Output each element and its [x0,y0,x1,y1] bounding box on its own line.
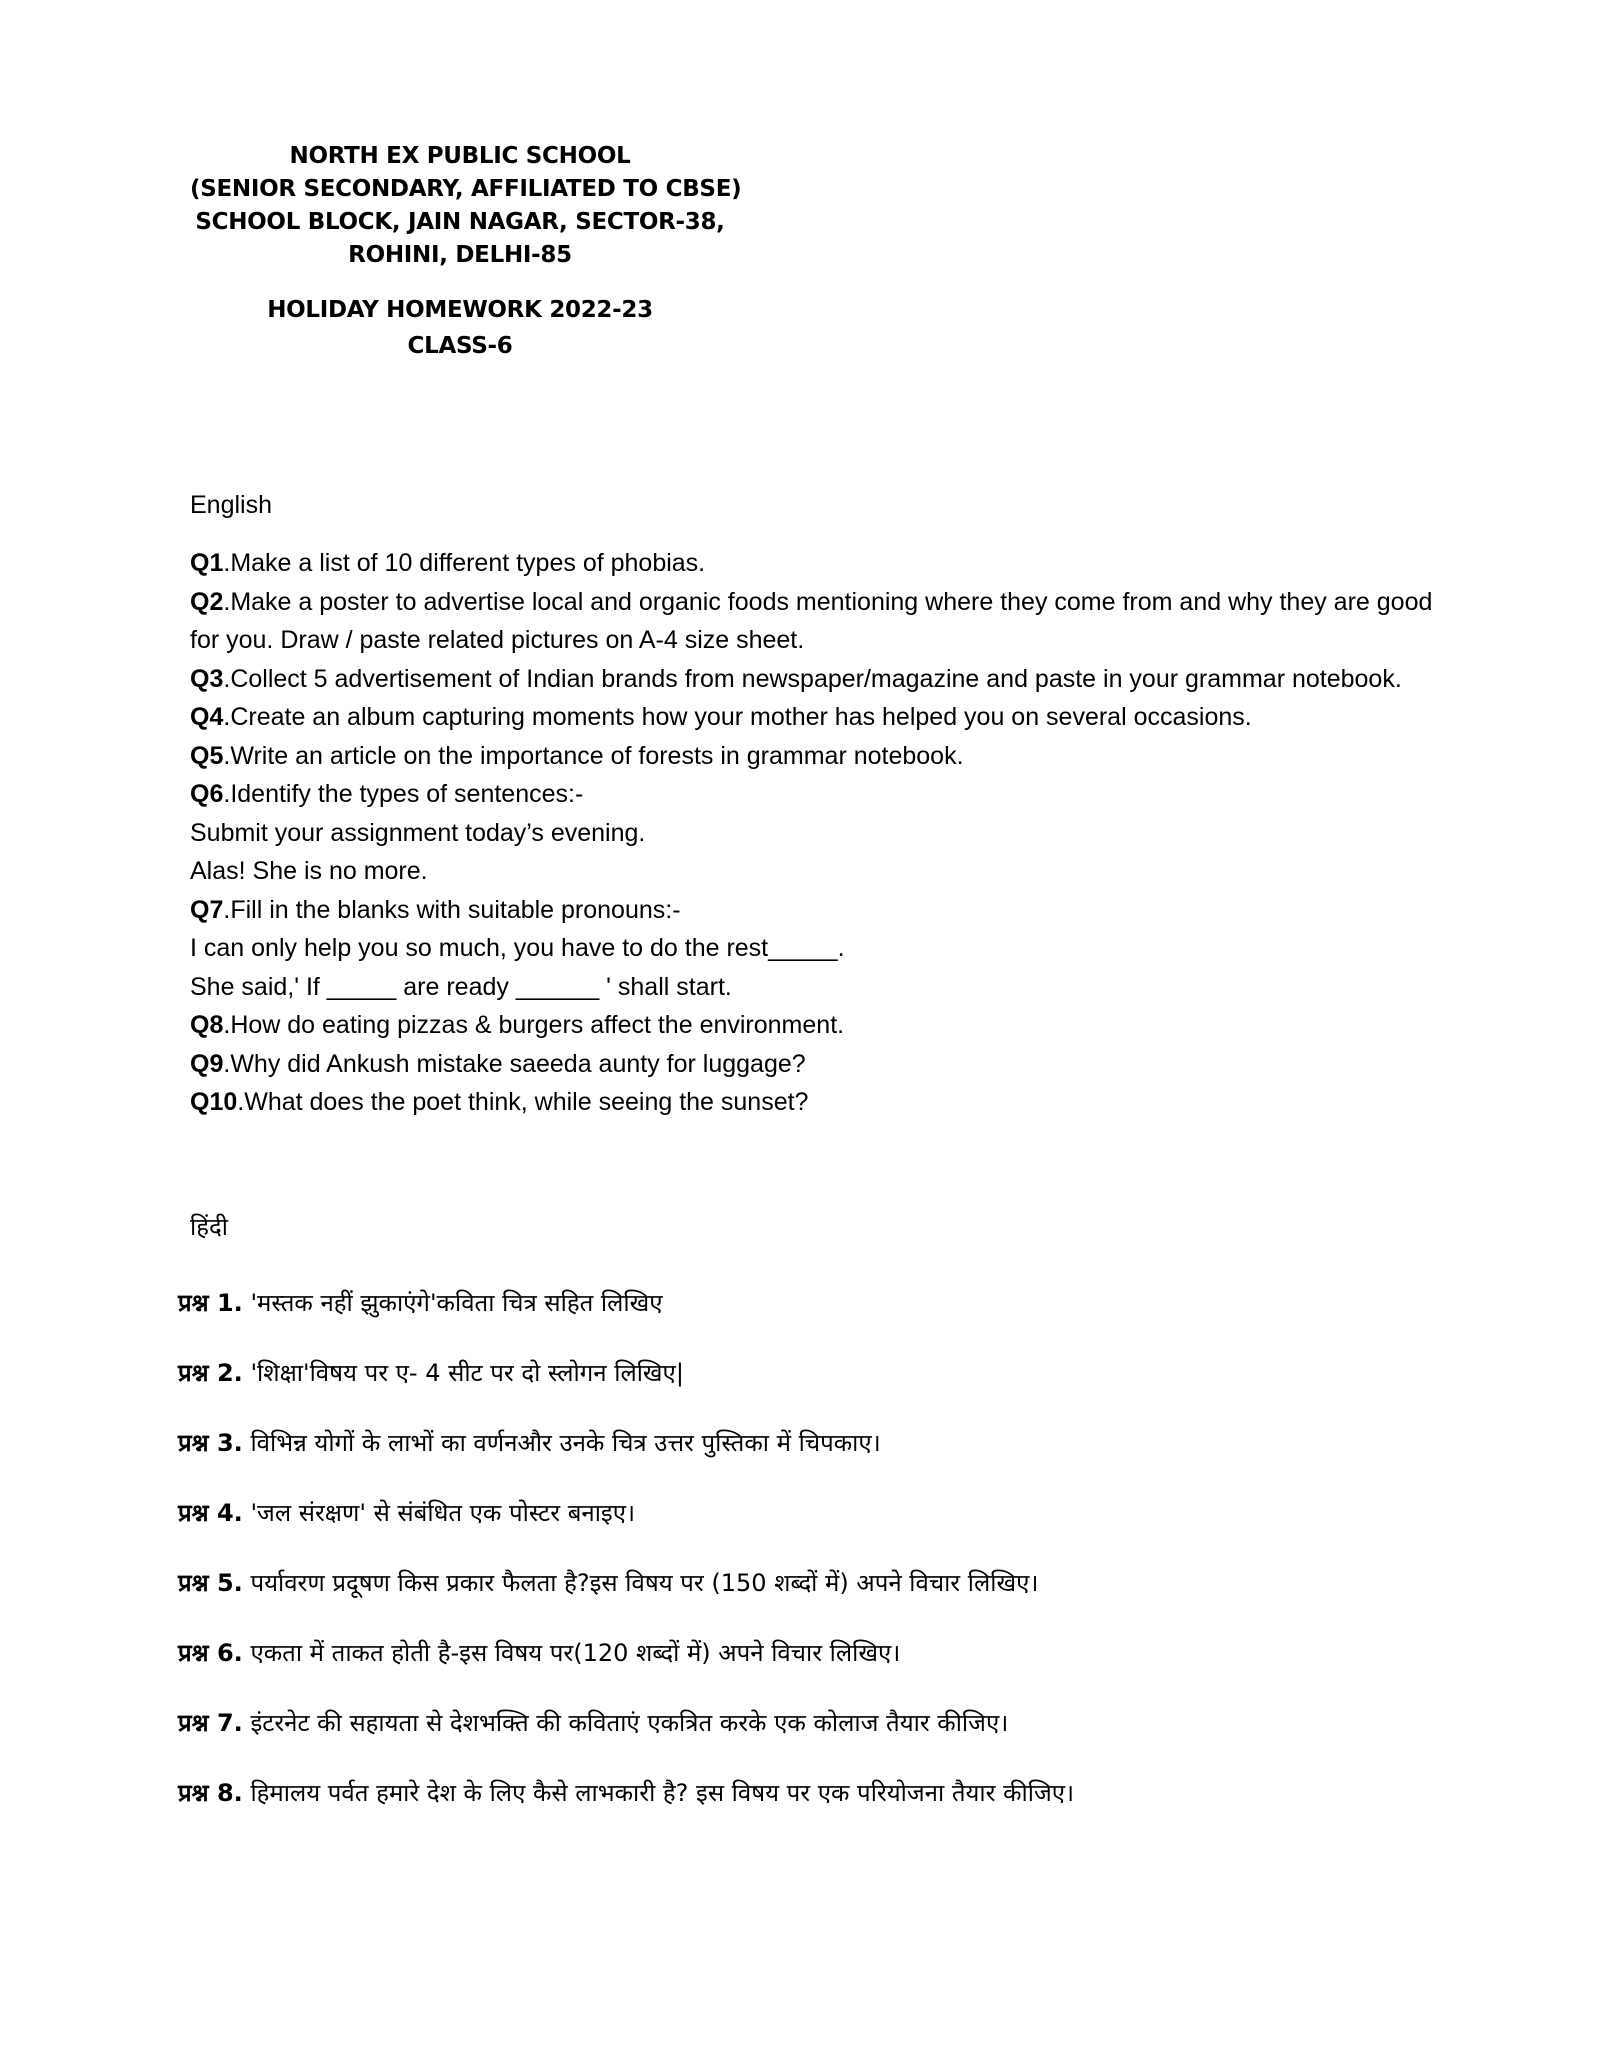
english-question-separator: . [223,1049,231,1078]
hindi-question [178,1708,1458,1738]
school-name: NORTH EX PUBLIC SCHOOL [289,143,631,169]
english-question-list [190,544,1450,1122]
english-question [190,1045,1450,1084]
english-question-text: Submit your assignment today’s evening. [190,818,646,847]
english-question-separator: . [223,664,231,693]
hindi-section [178,1210,1458,1848]
english-question-number: Q3 [190,664,224,693]
hindi-question [178,1498,1458,1528]
hindi-question-text: 'जल संरक्षण' से संबंधित एक पोस्टर बनाइए। [250,1499,636,1527]
hindi-question-number: प्रश्न 8. [178,1779,243,1807]
hindi-question-text: हिमालय पर्वत हमारे देश के लिए कैसे लाभकारी है? इस विषय पर एक परियोजना तैयार कीजिए। [250,1779,1075,1807]
english-question-number: Q6 [190,780,224,808]
school-address-line-1: SCHOOL BLOCK, JAIN NAGAR, SECTOR-38, [195,209,725,235]
english-question [190,1083,1450,1122]
english-subject-heading: English [190,491,272,519]
hindi-question-number: प्रश्न 2. [178,1359,243,1387]
english-question-separator: . [223,549,231,577]
english-section [190,488,1450,1122]
english-question-number: Q1 [190,549,224,577]
english-question-text: Collect 5 advertisement of Indian brands from newspaper/magazine and paste in your grammar notebook. [230,664,1402,693]
hindi-question [178,1568,1458,1598]
english-question-number: Q5 [190,741,224,770]
english-question-number: Q7 [190,895,224,924]
document-subheader [190,292,730,364]
english-question-text: Make a list of 10 different types of phobias. [230,549,706,577]
hindi-question [178,1778,1458,1808]
hindi-question-number: प्रश्न 1. [178,1289,243,1317]
hindi-question-number: प्रश्न 3. [178,1429,243,1457]
english-question-text: Identify the types of sentences:- [230,780,584,808]
english-question [190,698,1450,737]
english-question-text: Why did Ankush mistake saeeda aunty for luggage? [230,1049,806,1078]
english-question-text: Create an album capturing moments how your mother has helped you on several occasions. [230,703,1252,731]
homework-title: HOLIDAY HOMEWORK 2022-23 [267,297,653,323]
hindi-question [178,1358,1458,1388]
hindi-question [178,1638,1458,1668]
hindi-question-text: विभिन्न योगों के लाभों का वर्णनऔर उनके चित्र उत्तर पुस्तिका में चिपकाए। [250,1429,881,1457]
english-question-subline [190,968,1450,1007]
hindi-question-number: प्रश्न 6. [178,1639,243,1667]
english-question-subline [190,929,1450,968]
school-affiliation: (SENIOR SECONDARY, AFFILIATED TO CBSE) [190,176,742,202]
english-question-text: Alas! She is no more. [190,857,428,885]
english-question-text: What does the poet think, while seeing the sunset? [244,1088,809,1116]
english-question [190,583,1450,660]
english-question-separator: . [223,703,231,731]
english-question-subline [190,814,1450,853]
english-question-number: Q9 [190,1049,224,1078]
english-question [190,1006,1450,1045]
english-question [190,660,1450,699]
hindi-question-number: प्रश्न 7. [178,1709,243,1737]
school-address-line-2: ROHINI, DELHI-85 [348,242,572,268]
english-question [190,737,1450,776]
hindi-question-text: पर्यावरण प्रदूषण किस प्रकार फैलता है?इस विषय पर (150 शब्दों में) अपने विचार लिखिए। [250,1569,1039,1597]
hindi-question [178,1288,1458,1318]
english-question-number: Q10 [190,1088,238,1116]
class-label: CLASS-6 [407,333,513,359]
english-question-number: Q2 [190,587,224,616]
hindi-question [178,1428,1458,1458]
english-question-separator: . [223,741,231,770]
hindi-question-list [178,1288,1458,1808]
hindi-question-number: प्रश्न 4. [178,1499,243,1527]
school-header [190,140,742,272]
english-question-text: Make a poster to advertise local and organic foods mentioning where they come from and why they are good for you. Draw / paste related pictures on A-4 size sheet. [190,587,1433,654]
english-question-text: She said,' If _____ are ready ______ ' shall start. [190,972,732,1001]
english-question [190,891,1450,930]
english-question-number: Q8 [190,1011,224,1039]
english-question-separator: . [223,895,231,924]
hindi-subject-heading: हिंदी [190,1213,228,1241]
english-question-separator: . [223,587,231,616]
hindi-question-text: 'शिक्षा'विषय पर ए- 4 सीट पर दो स्लोगन लिखिए| [250,1359,684,1387]
english-question-text: Fill in the blanks with suitable pronouns:- [230,895,681,924]
english-question-separator: . [223,780,231,808]
english-question-text: How do eating pizzas & burgers affect the environment. [230,1011,845,1039]
english-question-text: I can only help you so much, you have to do the rest_____. [190,934,845,962]
hindi-question-text: 'मस्तक नहीं झुकाएंगे'कविता चित्र सहित लिखिए [250,1289,663,1317]
english-question-separator: . [237,1088,245,1116]
hindi-question-text: एकता में ताकत होती है-इस विषय पर(120 शब्दों में) अपने विचार लिखिए। [250,1639,901,1667]
english-question [190,544,1450,583]
english-question-number: Q4 [190,703,224,731]
hindi-question-text: इंटरनेट की सहायता से देशभक्ति की कविताएं एकत्रित करके एक कोलाज तैयार कीजिए। [250,1709,1009,1737]
english-question [190,775,1450,814]
english-question-separator: . [223,1011,231,1039]
english-question-text: Write an article on the importance of forests in grammar notebook. [230,741,964,770]
hindi-question-number: प्रश्न 5. [178,1569,243,1597]
english-question-subline [190,852,1450,891]
